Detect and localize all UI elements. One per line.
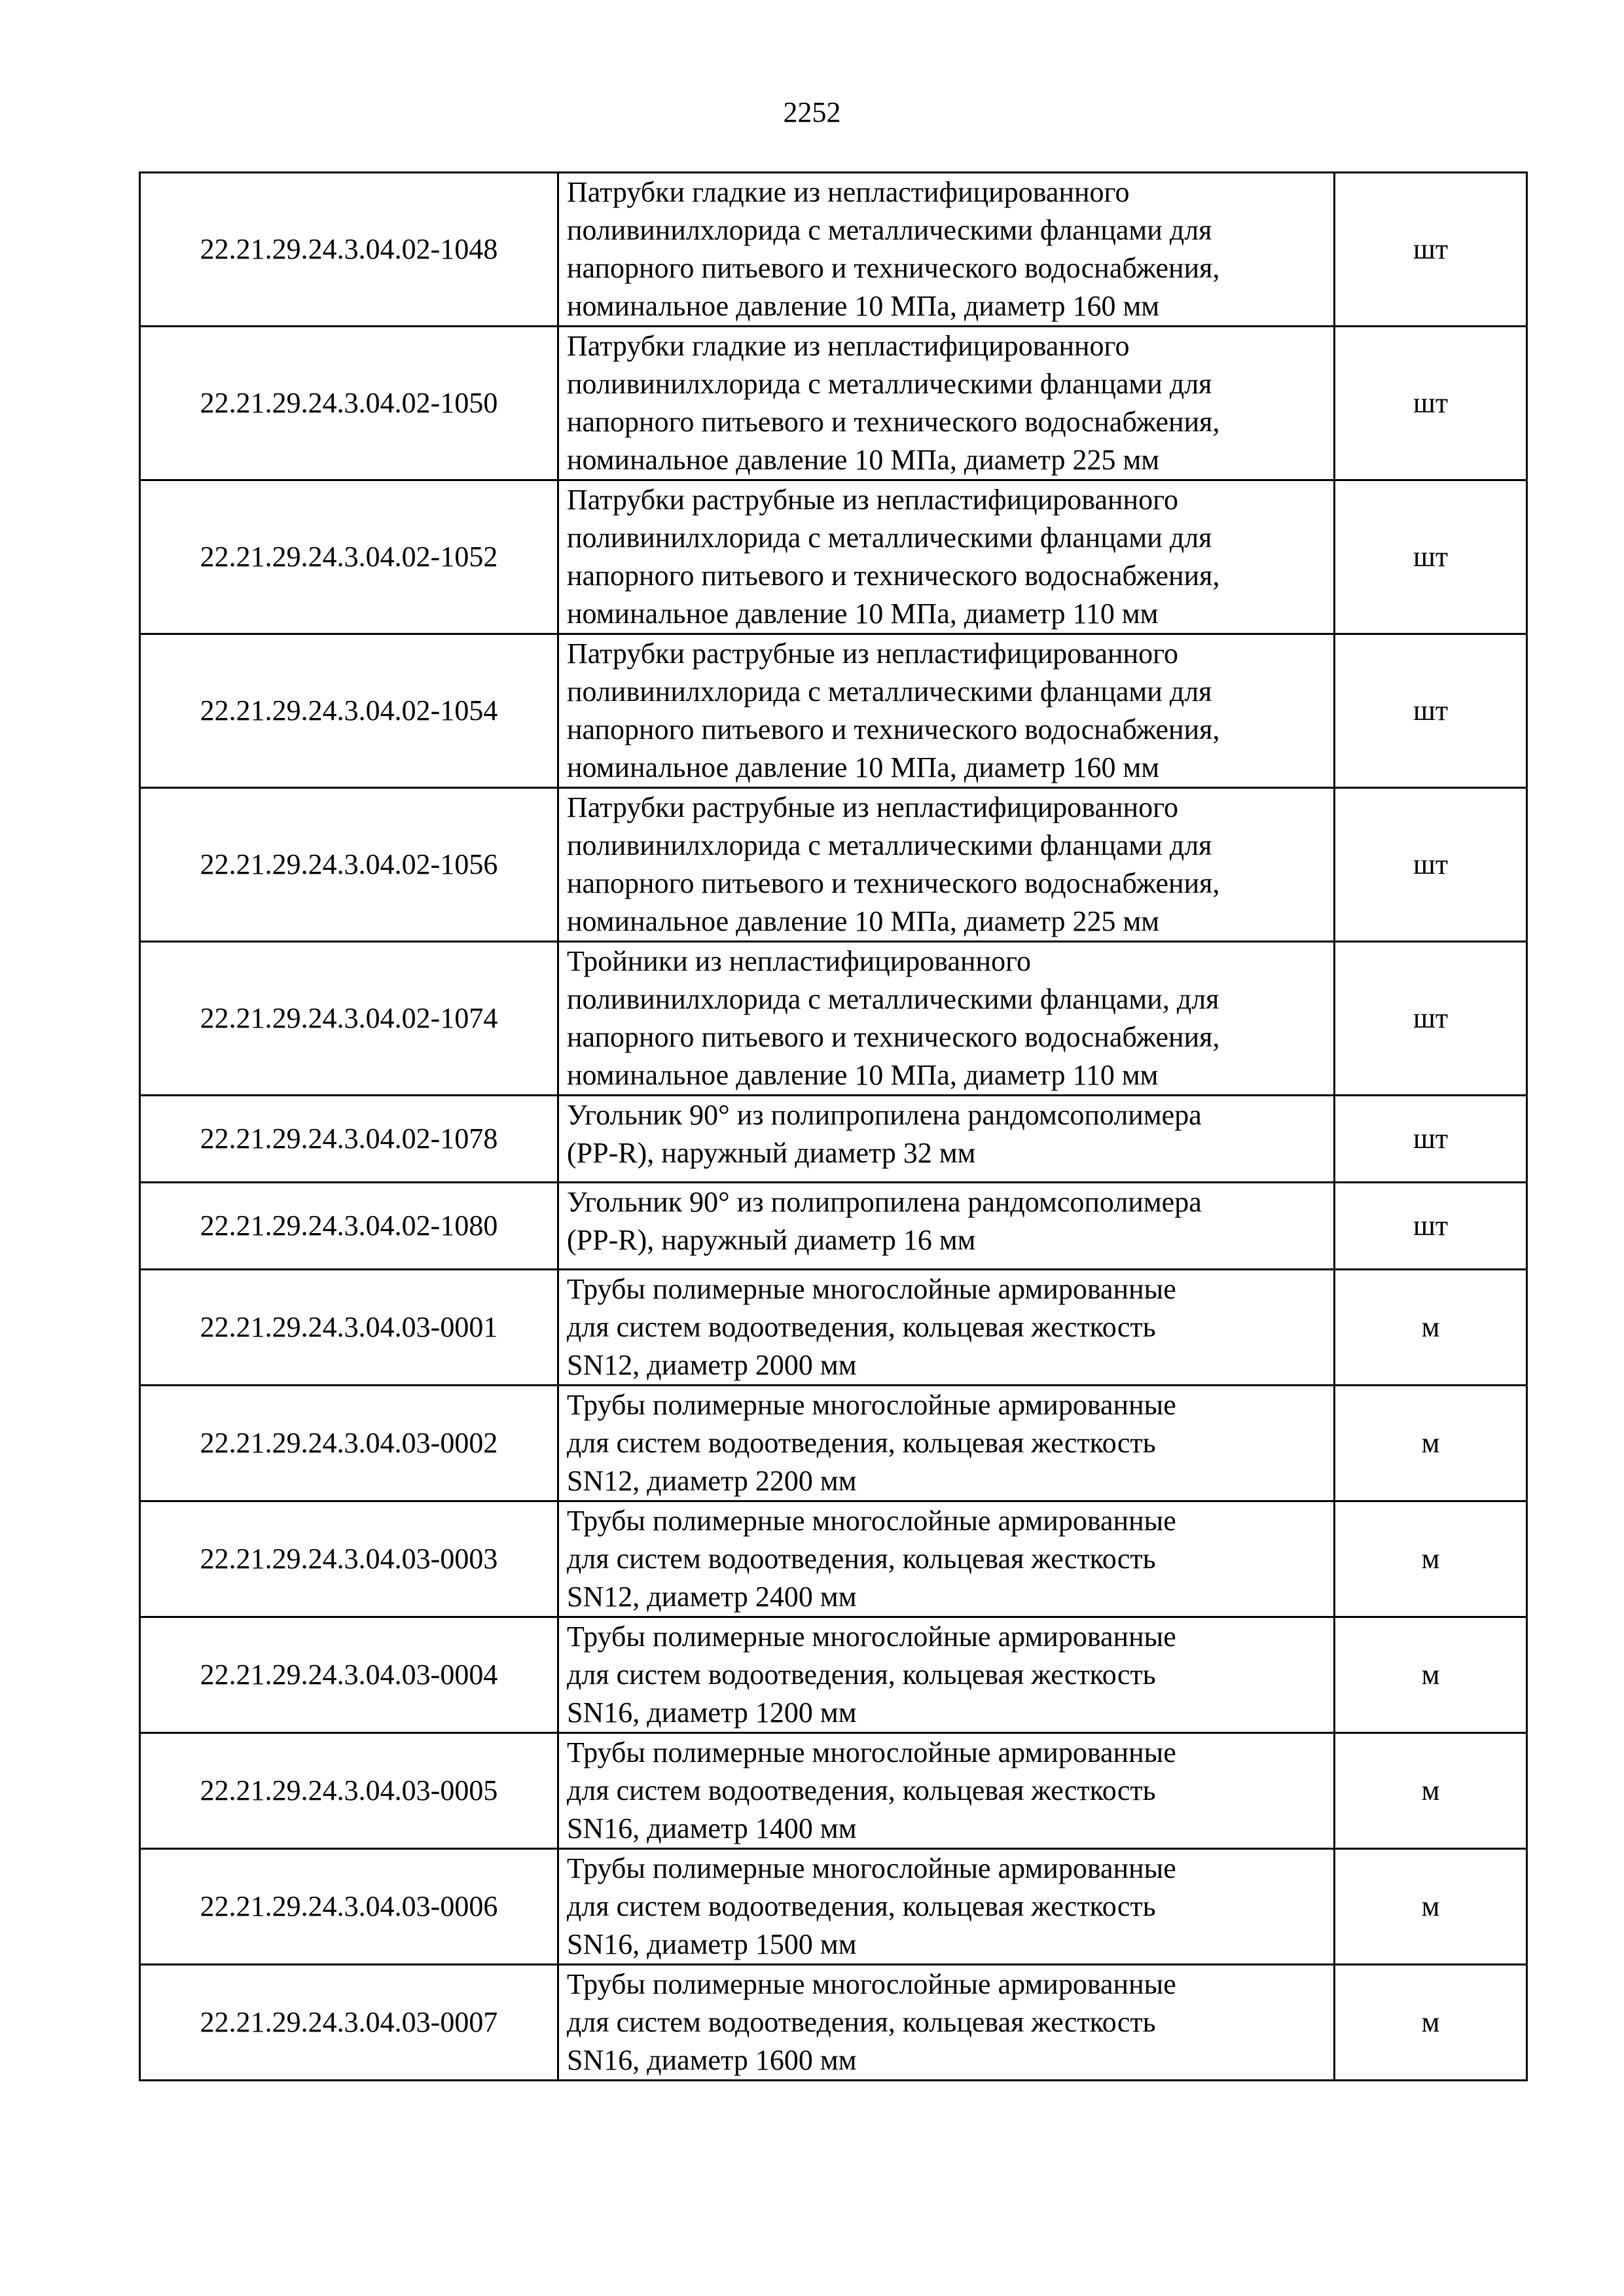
resource-code: 22.21.29.24.3.04.02-1050 [140, 327, 558, 480]
resource-description: Угольник 90° из полипропилена рандомсополимера (PP-R), наружный диаметр 16 мм [558, 1183, 1335, 1270]
resource-description: Трубы полимерные многослойные армированные для систем водоотведения, кольцевая жесткость SN12, диаметр 2000 мм [558, 1270, 1335, 1386]
table-row [140, 327, 1527, 480]
resource-code: 22.21.29.24.3.04.02-1074 [140, 942, 558, 1096]
resource-unit: шт [1335, 1096, 1527, 1183]
table-row [140, 480, 1527, 634]
table-row [140, 1386, 1527, 1501]
resource-code: 22.21.29.24.3.04.03-0002 [140, 1386, 558, 1501]
page-number: 2252 [783, 96, 841, 128]
resource-code: 22.21.29.24.3.04.02-1054 [140, 634, 558, 788]
resource-code: 22.21.29.24.3.04.02-1052 [140, 480, 558, 634]
resource-description: Патрубки гладкие из непластифицированного поливинилхлорида с металлическими фланцами для напорного питьевого и технического водоснабжения, номинальное давление 10 МПа, диаметр 160 мм [558, 173, 1335, 327]
resource-unit: шт [1335, 1183, 1527, 1270]
resource-description: Патрубки гладкие из непластифицированного поливинилхлорида с металлическими фланцами для напорного питьевого и технического водоснабжения, номинальное давление 10 МПа, диаметр 225 мм [558, 327, 1335, 480]
table-row [140, 942, 1527, 1096]
table-row [140, 1183, 1527, 1270]
resource-code: 22.21.29.24.3.04.03-0003 [140, 1501, 558, 1617]
resource-unit: м [1335, 1965, 1527, 2081]
resource-description: Угольник 90° из полипропилена рандомсополимера (PP-R), наружный диаметр 32 мм [558, 1096, 1335, 1183]
resource-description: Трубы полимерные многослойные армированные для систем водоотведения, кольцевая жесткость SN16, диаметр 1400 мм [558, 1733, 1335, 1849]
resource-unit: м [1335, 1386, 1527, 1501]
table-row [140, 1849, 1527, 1965]
resource-code: 22.21.29.24.3.04.03-0004 [140, 1617, 558, 1733]
resource-unit: м [1335, 1270, 1527, 1386]
resource-unit: шт [1335, 173, 1527, 327]
resource-unit: шт [1335, 634, 1527, 788]
table-row [140, 1733, 1527, 1849]
table-row [140, 1617, 1527, 1733]
resource-code: 22.21.29.24.3.04.02-1080 [140, 1183, 558, 1270]
resource-unit: м [1335, 1501, 1527, 1617]
resource-description: Патрубки раструбные из непластифицированного поливинилхлорида с металлическими фланцами для напорного питьевого и технического водоснабжения, номинальное давление 10 МПа, диаметр 160 мм [558, 634, 1335, 788]
resource-code: 22.21.29.24.3.04.02-1048 [140, 173, 558, 327]
resource-unit: шт [1335, 480, 1527, 634]
resource-description: Трубы полимерные многослойные армированные для систем водоотведения, кольцевая жесткость SN16, диаметр 1200 мм [558, 1617, 1335, 1733]
resource-unit: шт [1335, 327, 1527, 480]
resource-description: Трубы полимерные многослойные армированные для систем водоотведения, кольцевая жесткость SN16, диаметр 1600 мм [558, 1965, 1335, 2081]
table-row [140, 173, 1527, 327]
resource-unit: шт [1335, 788, 1527, 942]
table-row [140, 1270, 1527, 1386]
resource-unit: м [1335, 1849, 1527, 1965]
resource-code: 22.21.29.24.3.04.02-1078 [140, 1096, 558, 1183]
resource-description: Тройники из непластифицированного поливинилхлорида с металлическими фланцами, для напорного питьевого и технического водоснабжения, номинальное давление 10 МПа, диаметр 110 мм [558, 942, 1335, 1096]
resource-unit: м [1335, 1733, 1527, 1849]
table-row [140, 1096, 1527, 1183]
table-row [140, 634, 1527, 788]
resource-description: Трубы полимерные многослойные армированные для систем водоотведения, кольцевая жесткость SN12, диаметр 2400 мм [558, 1501, 1335, 1617]
resource-description: Патрубки раструбные из непластифицированного поливинилхлорида с металлическими фланцами для напорного питьевого и технического водоснабжения, номинальное давление 10 МПа, диаметр 110 мм [558, 480, 1335, 634]
resource-description: Патрубки раструбные из непластифицированного поливинилхлорида с металлическими фланцами для напорного питьевого и технического водоснабжения, номинальное давление 10 МПа, диаметр 225 мм [558, 788, 1335, 942]
resource-description: Трубы полимерные многослойные армированные для систем водоотведения, кольцевая жесткость SN12, диаметр 2200 мм [558, 1386, 1335, 1501]
table-row [140, 1501, 1527, 1617]
resource-code: 22.21.29.24.3.04.03-0007 [140, 1965, 558, 2081]
table-row [140, 1965, 1527, 2081]
resources-table [139, 171, 1528, 2081]
resource-code: 22.21.29.24.3.04.03-0006 [140, 1849, 558, 1965]
resource-code: 22.21.29.24.3.04.03-0005 [140, 1733, 558, 1849]
resource-code: 22.21.29.24.3.04.03-0001 [140, 1270, 558, 1386]
resource-unit: шт [1335, 942, 1527, 1096]
resource-unit: м [1335, 1617, 1527, 1733]
resource-code: 22.21.29.24.3.04.02-1056 [140, 788, 558, 942]
resource-description: Трубы полимерные многослойные армированные для систем водоотведения, кольцевая жесткость SN16, диаметр 1500 мм [558, 1849, 1335, 1965]
table-row [140, 788, 1527, 942]
